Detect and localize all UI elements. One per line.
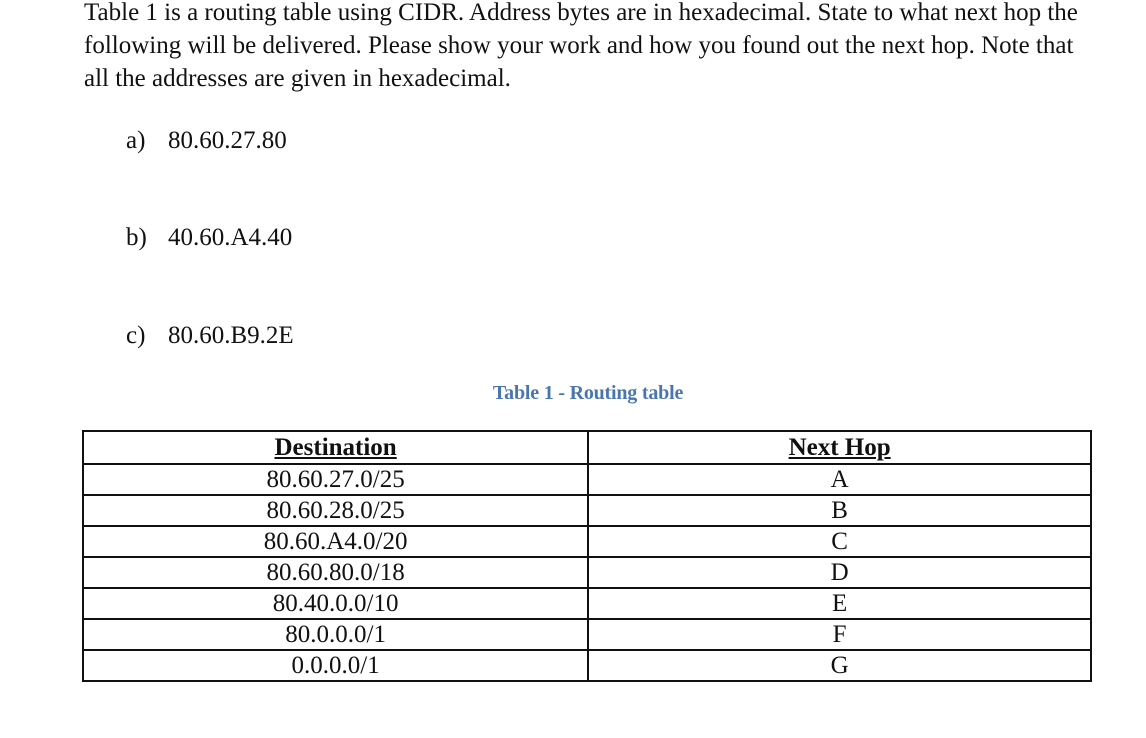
table-row: [83, 464, 1091, 495]
table-header-row: [83, 431, 1091, 464]
destination-cell: 80.60.80.0/18: [83, 557, 588, 588]
question-label: a): [126, 127, 146, 154]
question-b: [126, 223, 292, 253]
table-row: [83, 526, 1091, 557]
table-row: [83, 557, 1091, 588]
destination-cell: 80.40.0.0/10: [83, 588, 588, 619]
destination-cell: 80.60.27.0/25: [83, 464, 588, 495]
question-label: c): [126, 322, 146, 349]
next-hop-cell: F: [588, 619, 1091, 650]
next-hop-cell: A: [588, 464, 1091, 495]
question-label: b): [126, 224, 147, 251]
next-hop-cell: B: [588, 495, 1091, 526]
table-row: [83, 588, 1091, 619]
question-address: 80.60.B9.2E: [168, 322, 294, 349]
destination-cell: 80.60.28.0/25: [83, 495, 588, 526]
table-row: [83, 650, 1091, 681]
problem-statement: Table 1 is a routing table using CIDR. Address bytes are in hexadecimal. State to what next hop the following will be delivered. Please show your work and how you found out the next hop. Note that all the addresses are given in hexadecimal.: [84, 0, 1078, 92]
header-next-hop: Next Hop: [588, 431, 1091, 464]
next-hop-cell: D: [588, 557, 1091, 588]
question-a: [126, 126, 287, 156]
table-caption: Table 1 - Routing table: [492, 382, 684, 404]
question-address: 80.60.27.80: [168, 127, 287, 154]
destination-cell: 80.0.0.0/1: [83, 619, 588, 650]
question-c: [126, 321, 294, 351]
routing-table: [82, 430, 1092, 682]
next-hop-cell: G: [588, 650, 1091, 681]
header-destination: Destination: [83, 431, 588, 464]
next-hop-cell: C: [588, 526, 1091, 557]
destination-cell: 80.60.A4.0/20: [83, 526, 588, 557]
table-row: [83, 495, 1091, 526]
next-hop-cell: E: [588, 588, 1091, 619]
destination-cell: 0.0.0.0/1: [83, 650, 588, 681]
question-address: 40.60.A4.40: [168, 224, 293, 251]
table-row: [83, 619, 1091, 650]
